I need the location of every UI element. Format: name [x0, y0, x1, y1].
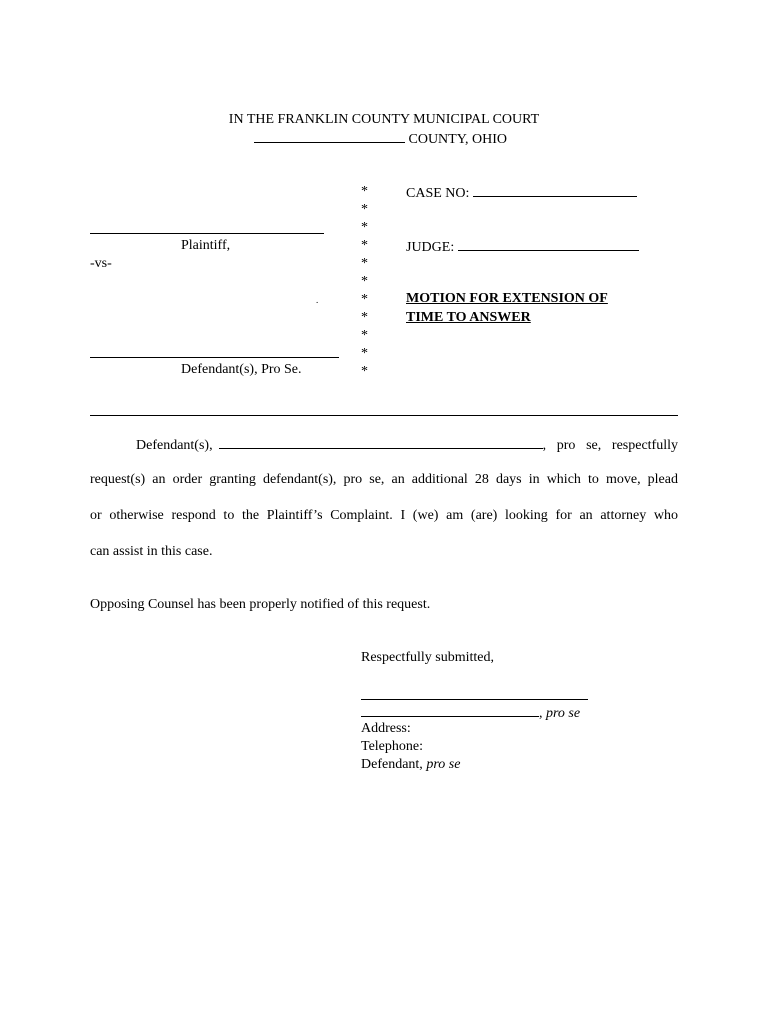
asterisk: *: [361, 346, 368, 361]
asterisk: *: [361, 184, 368, 199]
judge-blank[interactable]: [458, 238, 639, 251]
asterisk: *: [361, 238, 368, 253]
para1-line4: can assist in this case.: [90, 544, 213, 559]
county-suffix: COUNTY, OHIO: [408, 132, 508, 147]
vs-label: -vs-: [90, 256, 112, 271]
asterisk: *: [361, 220, 368, 235]
defendant-sig-pro-se: pro se: [426, 757, 461, 772]
defendant-label: Defendant(s), Pro Se.: [181, 362, 302, 377]
printed-name-blank[interactable]: [361, 704, 539, 717]
asterisk: *: [361, 310, 368, 325]
para1-line2: request(s) an order granting defendant(s), pro se, an additional 28 days in which to move, plead: [90, 472, 678, 487]
asterisk: *: [361, 202, 368, 217]
asterisk: *: [361, 292, 368, 307]
telephone-label: Telephone:: [361, 739, 423, 754]
motion-title-line2: TIME TO ANSWER: [406, 310, 531, 325]
defendant-name-blank[interactable]: [219, 436, 543, 449]
motion-title-line1: MOTION FOR EXTENSION OF: [406, 291, 608, 306]
plaintiff-name-line[interactable]: [90, 233, 324, 234]
case-no-row: [406, 184, 637, 202]
court-heading: IN THE FRANKLIN COUNTY MUNICIPAL COURT: [228, 112, 540, 127]
judge-row: [406, 238, 639, 256]
para1-end: , pro se, respectfully: [542, 438, 678, 453]
asterisk: *: [361, 364, 368, 379]
asterisk: *: [361, 274, 368, 289]
county-blank[interactable]: [254, 130, 405, 143]
judge-label: JUDGE:: [406, 240, 455, 255]
para1-line3: or otherwise respond to the Plaintiff’s Complaint. I (we) am (are) looking for an attorney who: [90, 508, 678, 523]
caption-divider: [90, 415, 678, 416]
case-no-blank[interactable]: [473, 184, 637, 197]
case-no-label: CASE NO:: [406, 186, 470, 201]
pro-se-label: pro se: [546, 706, 581, 721]
plaintiff-label: Plaintiff,: [181, 238, 231, 253]
printed-name-row: , pro se: [361, 704, 580, 722]
defendant-signature-label: [361, 757, 460, 773]
closing: Respectfully submitted,: [361, 650, 494, 665]
asterisk: *: [361, 256, 368, 271]
signature-line[interactable]: [361, 699, 588, 700]
county-line: [254, 130, 507, 148]
para1-start: Defendant(s),: [136, 438, 213, 453]
notice-paragraph: Opposing Counsel has been properly notified of this request.: [90, 597, 431, 612]
stray-dot: .: [316, 295, 319, 305]
address-label: Address:: [361, 721, 411, 736]
defendant-name-line[interactable]: [90, 357, 339, 358]
asterisk: *: [361, 328, 368, 343]
para1-line1: [136, 436, 678, 454]
defendant-sig-text: Defendant,: [361, 757, 423, 772]
